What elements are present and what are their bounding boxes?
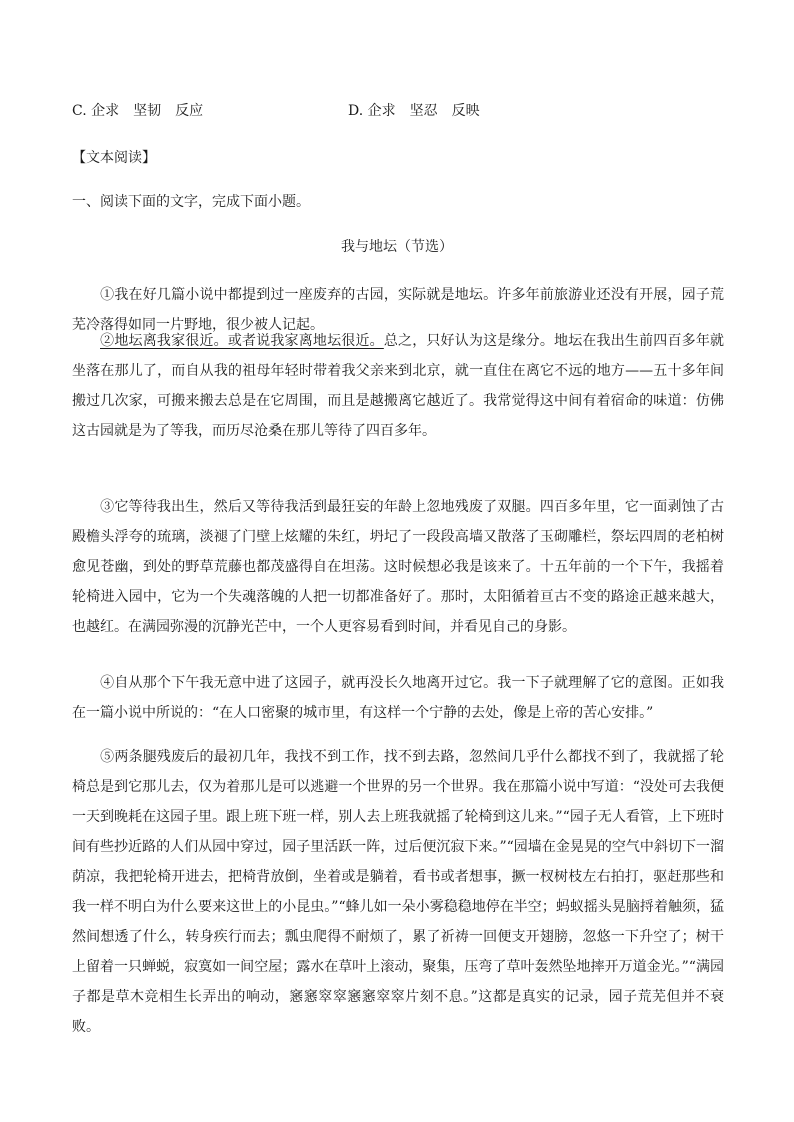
paragraph-2-text: 总之，只好认为这是缘分。地坛在我出生前四百多年就坐落在那儿了，而自从我的祖母年轻时带着我父亲来到北京，就一直住在离它不远的地方——五十多年间搬过几次家，可搬来搬去总是在它周围，而且是越搬离它越近了。我常觉得这中间有着宿命的味道：仿佛这古园就是为了等我，而历尽沧桑在那儿等待了四百多年。 [72, 333, 725, 439]
section-heading: 【文本阅读】 [72, 150, 156, 166]
article-title: 我与地坛（节选） [341, 239, 453, 255]
paragraph-5 [72, 742, 724, 1042]
paragraph-1-text: ①我在好几篇小说中都提到过一座废弃的古园，实际就是地坛。许多年前旅游业还没有开展，园子荒芜冷落得如同一片野地，很少被人记起。 [72, 287, 724, 333]
question-intro: 一、阅读下面的文字，完成下面小题。 [72, 194, 310, 210]
option-c: C. 企求 坚韧 反应 [72, 103, 204, 119]
paragraph-2 [72, 326, 724, 446]
paragraph-4 [72, 668, 724, 728]
option-d: D. 企求 坚忍 反映 [348, 103, 480, 119]
paragraph-3 [72, 492, 724, 642]
paragraph-5-text: ⑤两条腿残废后的最初几年，我找不到工作，找不到去路，忽然间几乎什么都找不到了，我就摇了轮椅总是到它那儿去，仅为着那儿是可以逃避一个世界的另一个世界。我在那篇小说中写道：“没处可去我便一天到晚耗在这园子里。跟上班下班一样，别人去上班我就摇了轮椅到这儿来。”“园子无人看管，上下班时间有些抄近路的人们从园中穿过，园子里活跃一阵，过后便沉寂下来。”“园墙在金晃晃的空气中斜切下一溜荫凉，我把轮椅开进去，把椅背放倒，坐着或是躺着，看书或者想事，撅一杈树枝左右拍打，驱赶那些和我一样不明白为什么要来这世上的小昆虫。”“蜂儿如一朵小雾稳稳地停在半空；蚂蚁摇头晃脑捋着触须，猛然间想透了什么，转身疾行而去；瓢虫爬得不耐烦了，累了祈祷一回便支开翅膀，忽悠一下升空了；树干上留着一只蝉蜕，寂寞如一间空屋；露水在草叶上滚动，聚集，压弯了草叶轰然坠地摔开万道金光。”“满园子都是草木竞相生长弄出的响动，窸窸窣窣窸窸窣窣片刻不息。”这都是真实的记录，园子荒芜但并不衰败。 [72, 749, 724, 1035]
paragraph-4-text: ④自从那个下午我无意中进了这园子，就再没长久地离开过它。我一下子就理解了它的意图。正如我在一篇小说中所说的：“在人口密聚的城市里，有这样一个宁静的去处，像是上帝的苦心安排。” [72, 675, 724, 721]
paragraph-3-text: ③它等待我出生，然后又等待我活到最狂妄的年龄上忽地残废了双腿。四百多年里，它一面剥蚀了古殿檐头浮夸的琉璃，淡褪了门壁上炫耀的朱红，坍圮了一段段高墙又散落了玉砌雕栏，祭坛四周的老柏树愈见苍幽，到处的野草荒藤也都茂盛得自在坦荡。这时候想必我是该来了。十五年前的一个下午，我摇着轮椅进入园中，它为一个失魂落魄的人把一切都准备好了。那时，太阳循着亘古不变的路途正越来越大，也越红。在满园弥漫的沉静光芒中，一个人更容易看到时间，并看见自己的身影。 [72, 499, 724, 635]
paragraph-2-underlined-text: ②地坛离我家很近。或者说我家离地坛很近。 [100, 333, 384, 349]
